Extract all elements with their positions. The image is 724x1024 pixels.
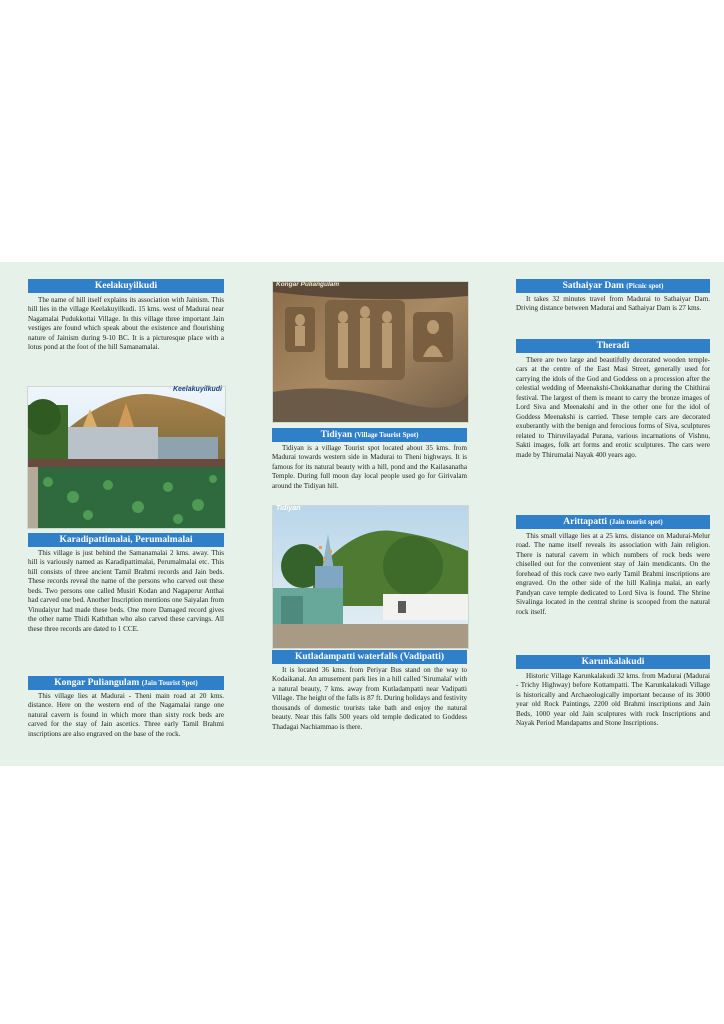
text-kongar-puliangulam: This village lies at Madurai - Theni main road at 20 kms. distance. Here on the western end of the Nagamalai range one natural cavern is found in which more than sixty rock beds are carved for the stay of Jain ascetics. Three early Tamil Brahmi inscriptions are also engraved on the base of the rock. (28, 692, 224, 738)
text-keelakuyilkudi: The name of hill itself explains its association with Jainism. This hill lies in the village Keelakuyilkudi. 15 kms. west of Madurai near Nagamalai Pudukkottai Village. In this village three important Jain vestiges are found which speak about the existence and flourishing nature of Jainism during 9-10 BC. It is a picturesque place with a lotus pond at the foot of the hill Samanamalai. (28, 296, 224, 352)
photo-tidiyan (272, 505, 469, 649)
heading-kongar-puliangulam: Kongar Puliangulam (Jain Tourist Spot) (28, 676, 224, 690)
heading-sathaiyar-dam: Sathaiyar Dam (Picnic spot) (516, 279, 710, 293)
brochure-spread (0, 262, 724, 766)
text-tidiyan: Tidiyan is a village Tourist spot located about 35 kms. from Madurai towards western side in Madurai to Theni highways. It is famous for its natural beauty with a hill, pond and the Kailasanatha Temple. During full moon day local people used go for Girivalam around the Tidiyan hill. (272, 444, 467, 490)
photo-keelakuyilkudi (27, 386, 226, 529)
heading-karunkalakudi: Karunkalakudi (516, 655, 710, 669)
text-karadipattimalai: This village is just behind the Samanamalai 2 kms. away. This hill is variously named as Karadipattimalai, Perumalmalai etc. This hill consists of three ancient Tamil Brahmi records and Jain beds. These records reveal the name of the persons who carved out these beds. Two persons one called Musiri Kodan and Nagaperur Anthai had carved one bed. Another Inscription mentions one Saiyalan from Vinudaiyur had made these beds. One more Damaged record gives the other name Thidi Kaththan who also carved these carvings. All these three records are dated to 1 CCE. (28, 549, 224, 633)
heading-karadipattimalai: Karadipattimalai, Perumalmalai (28, 533, 224, 547)
heading-tidiyan: Tidiyan (Village Tourist Spot) (272, 428, 467, 442)
text-arittapatti: This small village lies at a 25 kms. distance on Madurai-Melur road. The name itself reveals its association with Jain religion. There is natural cavern in which numbers of rock beds were chiselled out for the convenient stay of Jain mendicants. On the forehead of this rock cave two early Tamil Brahmi inscriptions are engraved. On the other side of the hill Kalinja malai, an early Pandyan cave temple dedicated to Lord Siva is found. The Shrine Sivalinga located in the central shrine is scooped from the natural rock itself. (516, 532, 710, 616)
text-kutladampatti: It is located 36 kms. from Periyar Bus stand on the way to Kodaikanal. An amusement park lies in a hill called 'Sirumalai' with a natural beauty, 7 kms. away from Kutladampatti near Vadipatti Village. The height of the falls is 87 ft. During holidays and festivity thousands of domestic tourists take bath and enjoy the natural beauty. Near this falls 500 years old temple dedicated to Goddess Thadagai Nachiammao is there. (272, 666, 467, 731)
text-karunkalakudi: Historic Village Karunkalakudi 32 kms. from Madurai (Madurai - Trichy Highway) before Kottampatti. The Karunkalakudi Village is historically and Archaeologically important because of its 3000 year old Rock Paintings, 2200 old Brahmi inscriptions and Jain Beds, 1000 year old Jain sculptures with rock Inscriptions and Nayak Period Mandapams and Stone Inscriptions. (516, 672, 710, 728)
heading-theradi: Theradi (516, 339, 710, 353)
heading-arittapatti: Arittapatti (Jain tourist spot) (516, 515, 710, 529)
heading-keelakuyilkudi: Keelakuyilkudi (28, 279, 224, 293)
heading-kutladampatti: Kutladampatti waterfalls (Vadipatti) (272, 650, 467, 664)
panel-right (482, 262, 724, 766)
photo-caption-kongar: Kongar Puliangulam (276, 281, 340, 288)
text-sathaiyar-dam: It takes 32 minutes travel from Madurai to Sathaiyar Dam. Driving distance between Madurai and Sathaiyar Dam is 27 kms. (516, 295, 710, 313)
text-theradi: There are two large and beautifully decorated wooden temple-cars at the centre of the East Masi Street, generally used for carrying the idols of the God and Goddess on a procession after the celestial wedding of Meenakshi-Chokkanathar during the Chithirai festival. The largest of them is meant to carry the bronze images of Lord Siva and Meenakshi and in the other one for the idol of Goddess Meenakshi is carried. These temple cars are decorated exuberantly with the benign and ferocious forms of Siva, sculptures related to Thiruvilayadal Purana, various incarnations of Vishnu, Sakti images, folk art forms and erotic sculptures. The cars were made by Thirumalai Nayak 400 years ago. (516, 356, 710, 459)
photo-kongar-puliangulam (272, 281, 469, 423)
photo-caption-keelakuyilkudi: Keelakuyilkudi (172, 386, 222, 393)
panel-middle (240, 262, 482, 766)
photo-caption-tidiyan: Tidiyan (276, 505, 301, 512)
panel-left (0, 262, 240, 766)
